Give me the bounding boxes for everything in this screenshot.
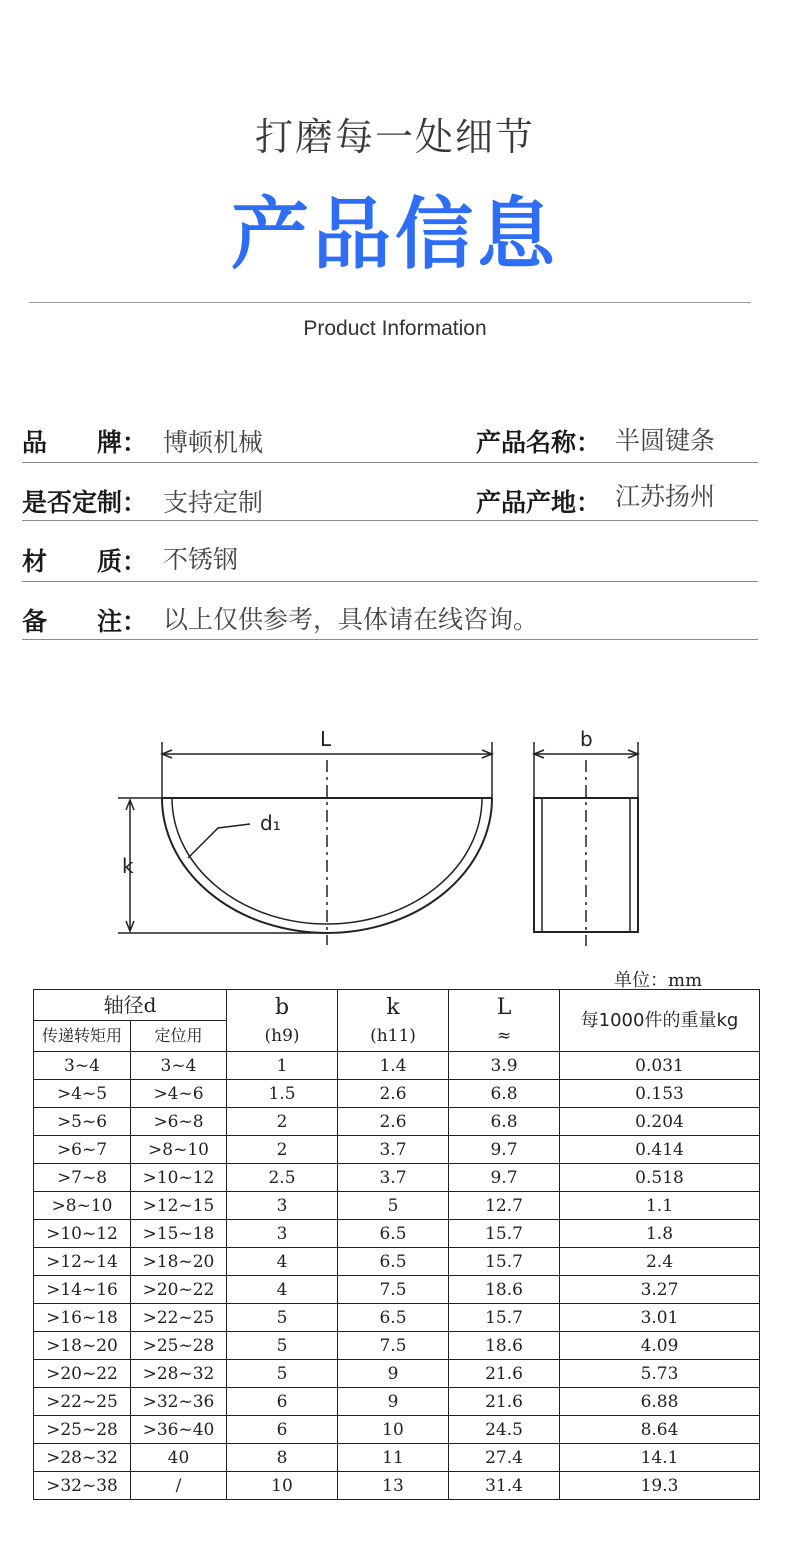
cell-position: >25~28 — [131, 1332, 227, 1360]
cell-position: 3~4 — [131, 1052, 227, 1080]
table-row — [34, 1108, 760, 1136]
header-L — [449, 990, 560, 1052]
cell-b: 2 — [227, 1136, 338, 1164]
cell-b: 8 — [227, 1444, 338, 1472]
header-L-sub: ≈ — [496, 1025, 512, 1046]
header-weight: 每1000件的重量kg — [560, 990, 760, 1052]
cell-torque: >25~28 — [34, 1416, 131, 1444]
page-subtitle: 打磨每一处细节 — [254, 115, 535, 159]
cell-k: 13 — [338, 1472, 449, 1500]
cell-torque: >10~12 — [34, 1220, 131, 1248]
spec-label: 是否定制： — [22, 488, 148, 517]
header-k — [338, 990, 449, 1052]
table-row — [34, 1360, 760, 1388]
cell-weight: 2.4 — [560, 1248, 760, 1276]
spec-row-material — [22, 532, 758, 582]
cell-k: 6.5 — [338, 1220, 449, 1248]
cell-b: 4 — [227, 1276, 338, 1304]
spec-value: 半圆键条 — [615, 426, 716, 455]
cell-torque: >16~18 — [34, 1304, 131, 1332]
cell-b: 1.5 — [227, 1080, 338, 1108]
header-position: 定位用 — [131, 1021, 227, 1052]
cell-torque: >22~25 — [34, 1388, 131, 1416]
table-row — [34, 1304, 760, 1332]
cell-b: 2 — [227, 1108, 338, 1136]
cell-position: >28~32 — [131, 1360, 227, 1388]
cell-torque: >7~8 — [34, 1164, 131, 1192]
cell-weight: 0.031 — [560, 1052, 760, 1080]
unit-label: 单位：mm — [614, 970, 703, 991]
cell-L: 12.7 — [449, 1192, 560, 1220]
cell-b: 5 — [227, 1360, 338, 1388]
table-row — [34, 1388, 760, 1416]
cell-weight: 0.153 — [560, 1080, 760, 1108]
cell-L: 3.9 — [449, 1052, 560, 1080]
table-row — [34, 1220, 760, 1248]
cell-k: 9 — [338, 1388, 449, 1416]
cell-weight: 8.64 — [560, 1416, 760, 1444]
cell-position: 40 — [131, 1444, 227, 1472]
cell-torque: 3~4 — [34, 1052, 131, 1080]
cell-b: 1 — [227, 1052, 338, 1080]
cell-L: 6.8 — [449, 1108, 560, 1136]
cell-L: 27.4 — [449, 1444, 560, 1472]
table-row — [34, 1052, 760, 1080]
header-k-sub: (h11) — [370, 1025, 416, 1046]
cell-position: >10~12 — [131, 1164, 227, 1192]
spec-row-remark — [22, 592, 758, 640]
cell-L: 15.7 — [449, 1304, 560, 1332]
cell-k: 9 — [338, 1360, 449, 1388]
header-b-sub: (h9) — [264, 1025, 300, 1046]
header-b-main: b — [274, 994, 290, 1020]
cell-k: 3.7 — [338, 1164, 449, 1192]
cell-b: 3 — [227, 1192, 338, 1220]
cell-torque: >4~5 — [34, 1080, 131, 1108]
cell-position: >12~15 — [131, 1192, 227, 1220]
spec-label: 备 注： — [22, 607, 148, 636]
cell-L: 9.7 — [449, 1136, 560, 1164]
cell-torque: >5~6 — [34, 1108, 131, 1136]
cell-L: 9.7 — [449, 1164, 560, 1192]
cell-torque: >8~10 — [34, 1192, 131, 1220]
cell-torque: >14~16 — [34, 1276, 131, 1304]
table-row — [34, 1192, 760, 1220]
table-row — [34, 1164, 760, 1192]
table-row — [34, 1080, 760, 1108]
cell-weight: 3.01 — [560, 1304, 760, 1332]
spec-value: 江苏扬州 — [615, 482, 716, 511]
cell-torque: >6~7 — [34, 1136, 131, 1164]
cell-L: 18.6 — [449, 1276, 560, 1304]
header-k-main: k — [386, 994, 400, 1020]
spec-label: 产品名称： — [476, 428, 602, 457]
cell-k: 2.6 — [338, 1080, 449, 1108]
table-row — [34, 1248, 760, 1276]
cell-b: 6 — [227, 1388, 338, 1416]
table-row — [34, 1416, 760, 1444]
cell-b: 3 — [227, 1220, 338, 1248]
cell-position: >15~18 — [131, 1220, 227, 1248]
cell-k: 5 — [338, 1192, 449, 1220]
cell-position: >36~40 — [131, 1416, 227, 1444]
cell-position: >32~36 — [131, 1388, 227, 1416]
cell-weight: 1.1 — [560, 1192, 760, 1220]
cell-L: 15.7 — [449, 1248, 560, 1276]
spec-label: 材 质： — [22, 547, 148, 576]
header-torque: 传递转矩用 — [34, 1021, 131, 1052]
cell-position: / — [131, 1472, 227, 1500]
cell-L: 24.5 — [449, 1416, 560, 1444]
spec-value: 支持定制 — [163, 488, 264, 517]
header-L-main: L — [496, 994, 512, 1020]
table-row — [34, 1472, 760, 1500]
cell-k: 1.4 — [338, 1052, 449, 1080]
cell-b: 10 — [227, 1472, 338, 1500]
table-row — [34, 1136, 760, 1164]
cell-L: 31.4 — [449, 1472, 560, 1500]
header-b — [227, 990, 338, 1052]
cell-weight: 0.518 — [560, 1164, 760, 1192]
cell-k: 6.5 — [338, 1304, 449, 1332]
cell-L: 21.6 — [449, 1388, 560, 1416]
table-row — [34, 1444, 760, 1472]
spec-value: 不锈钢 — [163, 545, 239, 574]
cell-weight: 14.1 — [560, 1444, 760, 1472]
table-row — [34, 1332, 760, 1360]
cell-L: 15.7 — [449, 1220, 560, 1248]
cell-L: 21.6 — [449, 1360, 560, 1388]
dimension-d1-label: d₁ — [260, 811, 281, 835]
cell-weight: 6.88 — [560, 1388, 760, 1416]
cell-position: >4~6 — [131, 1080, 227, 1108]
cell-k: 2.6 — [338, 1108, 449, 1136]
cell-torque: >32~38 — [34, 1472, 131, 1500]
cell-k: 7.5 — [338, 1332, 449, 1360]
spec-value: 博顿机械 — [163, 428, 264, 457]
header-shaft: 轴径d — [34, 990, 227, 1021]
cell-weight: 1.8 — [560, 1220, 760, 1248]
cell-k: 7.5 — [338, 1276, 449, 1304]
cell-torque: >28~32 — [34, 1444, 131, 1472]
cell-L: 6.8 — [449, 1080, 560, 1108]
cell-k: 3.7 — [338, 1136, 449, 1164]
cell-weight: 0.204 — [560, 1108, 760, 1136]
table-row — [34, 1276, 760, 1304]
cell-weight: 0.414 — [560, 1136, 760, 1164]
cell-b: 4 — [227, 1248, 338, 1276]
page-title-en: Product Information — [303, 317, 487, 340]
cell-position: >18~20 — [131, 1248, 227, 1276]
woodruff-key-diagram — [100, 720, 660, 950]
spec-label: 品 牌： — [22, 428, 148, 457]
cell-b: 2.5 — [227, 1164, 338, 1192]
cell-weight: 19.3 — [560, 1472, 760, 1500]
cell-b: 5 — [227, 1332, 338, 1360]
cell-weight: 3.27 — [560, 1276, 760, 1304]
cell-weight: 5.73 — [560, 1360, 760, 1388]
cell-k: 6.5 — [338, 1248, 449, 1276]
cell-b: 6 — [227, 1416, 338, 1444]
spec-row-customization — [22, 472, 758, 521]
spec-label: 产品产地： — [476, 488, 602, 517]
cell-torque: >20~22 — [34, 1360, 131, 1388]
spec-row-brand — [22, 413, 758, 463]
dimension-k-label: k — [122, 854, 134, 878]
cell-position: >22~25 — [131, 1304, 227, 1332]
cell-torque: >18~20 — [34, 1332, 131, 1360]
cell-position: >20~22 — [131, 1276, 227, 1304]
cell-k: 10 — [338, 1416, 449, 1444]
cell-k: 11 — [338, 1444, 449, 1472]
spec-table — [33, 989, 760, 1500]
dimension-b-label: b — [580, 727, 593, 751]
dimension-L-label: L — [320, 727, 332, 751]
cell-position: >6~8 — [131, 1108, 227, 1136]
cell-weight: 4.09 — [560, 1332, 760, 1360]
cell-torque: >12~14 — [34, 1248, 131, 1276]
cell-L: 18.6 — [449, 1332, 560, 1360]
header-divider — [29, 302, 751, 303]
cell-b: 5 — [227, 1304, 338, 1332]
table-body — [34, 1052, 760, 1500]
cell-position: >8~10 — [131, 1136, 227, 1164]
page-title: 产品信息 — [230, 190, 559, 280]
spec-value: 以上仅供参考，具体请在线咨询。 — [163, 605, 539, 634]
